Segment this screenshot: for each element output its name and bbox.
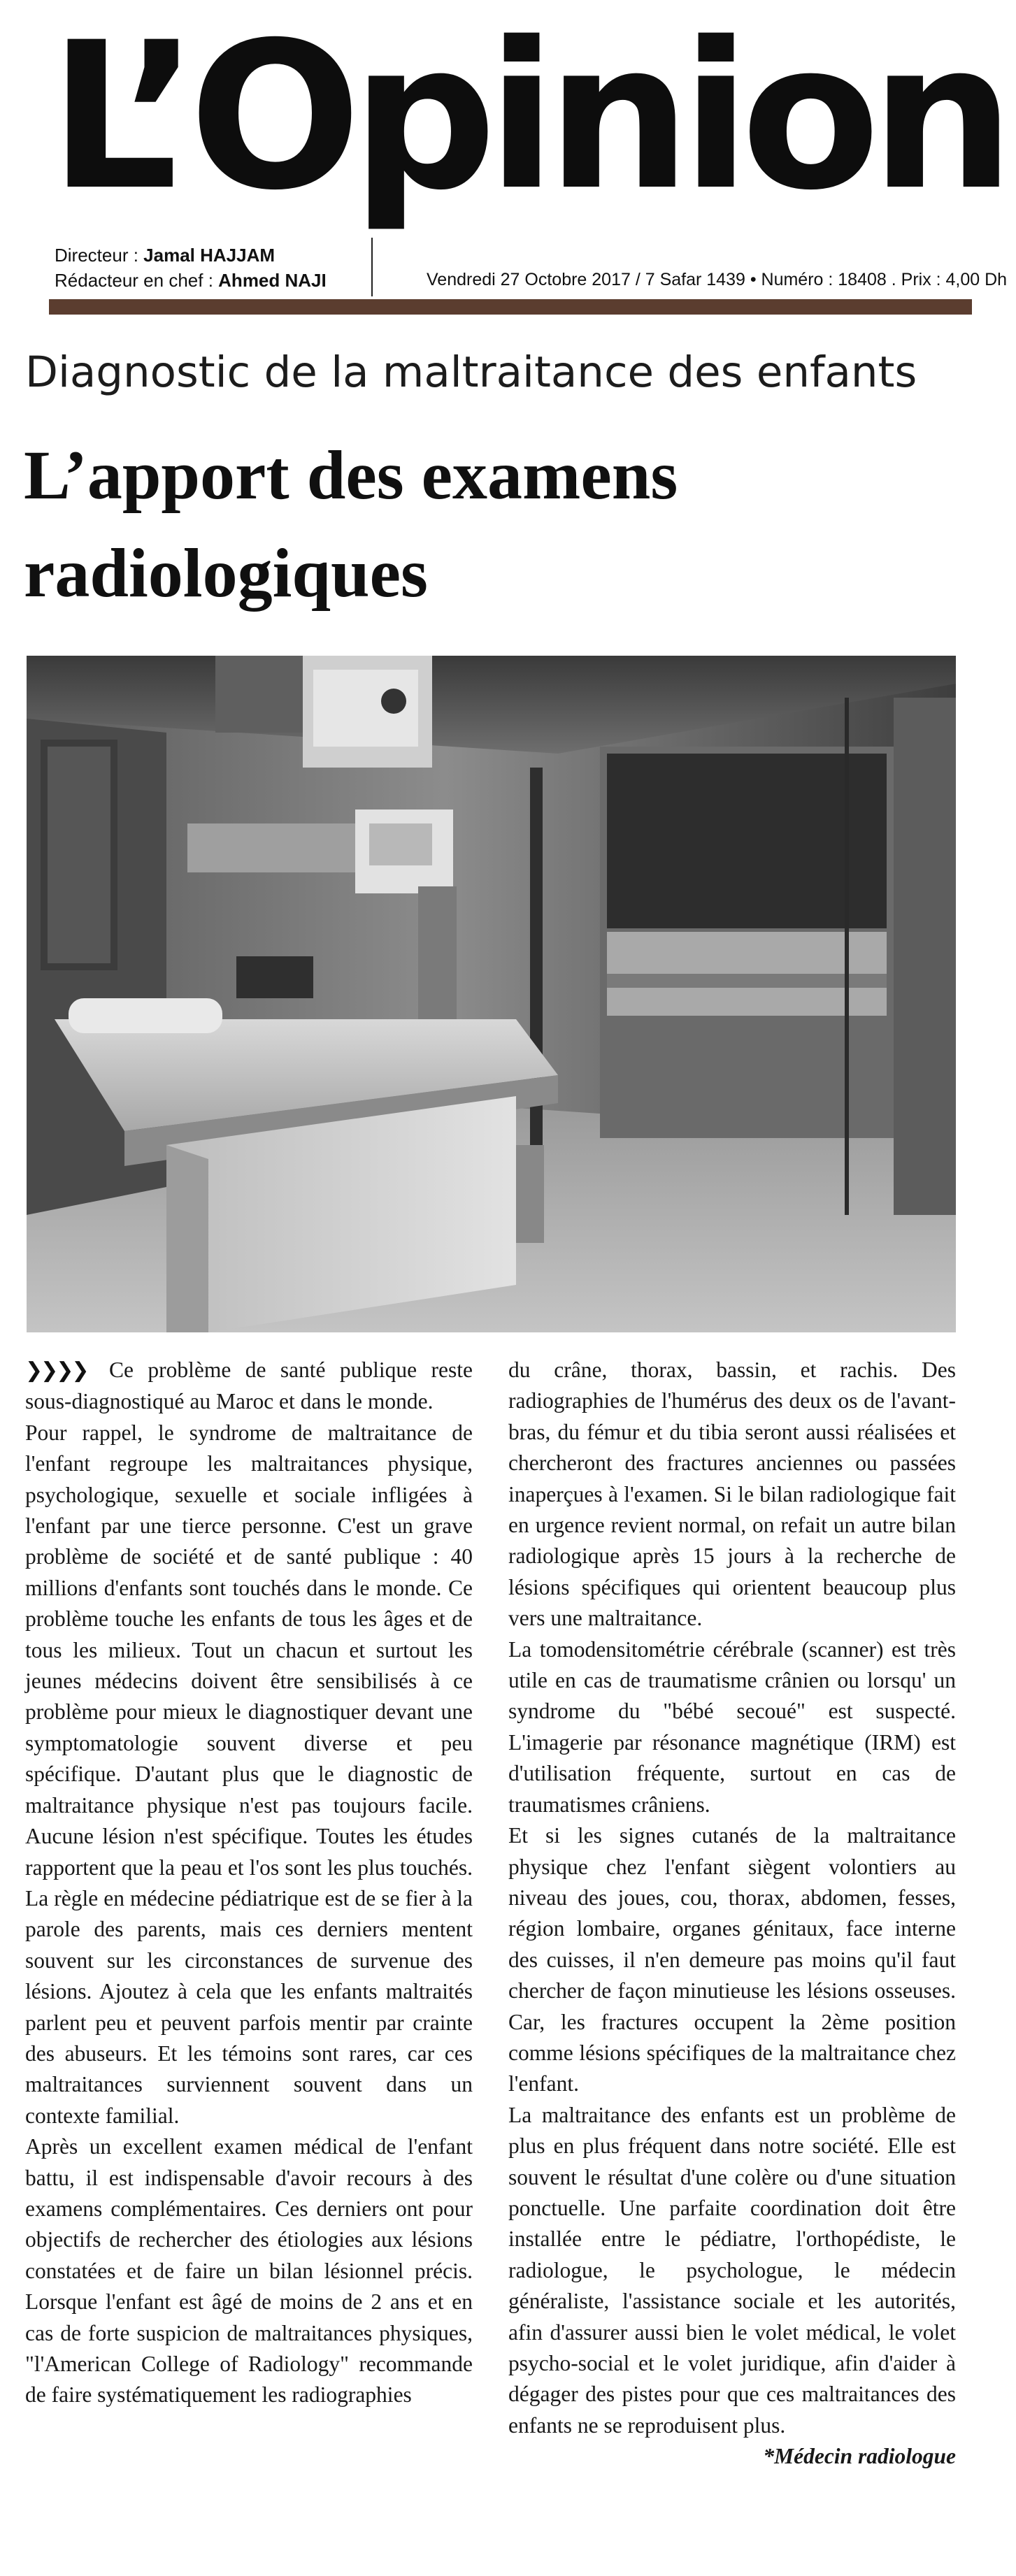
article-kicker: Diagnostic de la maltraitance des enfants — [25, 347, 917, 397]
article-column-left — [25, 1355, 473, 2557]
editor-label: Rédacteur en chef : — [55, 270, 213, 291]
paragraph: Après un excellent examen médical de l'enfant battu, il est indispensable d'avoir recours à des examens complémentaires. Ces derniers ont pour objectifs de rechercher des étiologies aux lésions constatées et de faire un bilan lésionnel précis. Lorsque l'enfant est âgé de moins de 2 ans et en cas de forte suspicion de maltraitances physiques, "l'American College of Radiology" recommande de faire systématiquement les radiographies — [25, 2134, 473, 2408]
paragraph: du crâne, thorax, bassin, et rachis. Des radiographies de l'humérus des deux os de l'avant-bras, du fémur et du tibia seront aussi réalisées et chercheront des fractures anciennes ou passées inaperçues à l'examen. Si le bilan radiologique fait en urgence revient normal, on refait un autre bilan radiologique après 15 jours à la recherche de lésions spécifiques qui orientent beaucoup plus vers une maltraitance. — [508, 1358, 956, 1631]
article-headline — [24, 426, 933, 622]
article-column-right — [508, 1355, 956, 2557]
director-label: Directeur : — [55, 245, 138, 266]
paragraph: La tomodensitométrie cérébrale (scanner) est très utile en cas de traumatisme crânien ou lorsqu' un syndrome du "bébé secoué" est suspecté. L'imagerie par résonance magnétique (IRM) est d'utilisation fréquente, surtout en cas de traumatismes crâniens. — [508, 1636, 956, 1817]
director-name: Jamal HAJJAM — [143, 245, 276, 266]
paragraph: Et si les signes cutanés de la maltraitance physique chez l'enfant siègent volontiers au niveau des joues, cou, thorax, abdomen, fesses, région lombaire, organes génitaux, face interne des cuisses, il n'en demeure pas moins qu'il faut chercher de façon minutieuse les lésions osseuses. Car, les fractures occupent la 2ème position comme lésions spécifiques de la maltraitance chez l'enfant. — [508, 1823, 956, 2096]
editor-line — [55, 270, 327, 292]
lead-paragraph — [25, 1355, 473, 1418]
paragraph: Pour rappel, le syndrome de maltraitance de l'enfant regroupe les maltraitances physique, psychologique, sexuelle et sociale infligées à l'enfant par une tierce personne. C'est un grave problème de société et de santé publique : 40 millions d'enfants sont touchés dans le monde. Ce problème touche les enfants de tous les âges et de tous les milieux. Tout un chacun et surtout les jeunes médecins doivent être sensibilisés à ce problème pour mieux le diagnostiquer devant une symptomatologie souvent diverse et peu spécifique. D'autant plus que le diagnostic de maltraitance physique n'est pas toujours facile. Aucune lésion n'est spécifique. Toutes les études rapportent que la peau et l'os sont les plus touchés. La règle en médecine pédiatrique est de se fier à la parole des parents, mais ces derniers mentent souvent sur les circonstances de survenue des lésions. Ajoutez à cela que les enfants maltraités parlent peu et peuvent parfois mentir par crainte des abuseurs. Et les témoins sont rares, car ces maltraitances surviennent souvent dans un contexte familial. — [25, 1420, 473, 2128]
paragraph: Ce problème de santé publique reste sous-diagnostiqué au Maroc et dans le monde. — [25, 1358, 473, 1414]
headline-line-2: radiologiques — [24, 534, 428, 612]
dateline: Vendredi 27 Octobre 2017 / 7 Safar 1439 • Numéro : 18408 . Prix : 4,00 Dh — [427, 270, 1008, 289]
newspaper-title: L’Opinion — [49, 0, 1006, 235]
paragraph: La maltraitance des enfants est un problème de plus en plus fréquent dans notre société. Elle est souvent le résultat d'une colère ou d'une situation ponctuelle. Une parfaite coordination doit être installée entre le pédiatre, l'orthopédiste, le radiologue, le psychologue, le médecin généraliste, l'assistance sociale et les autorités, afin d'assurer aussi bien le volet médical, le volet psycho-social et le volet juridique, afin d'aider à dégager des pistes pour que ces maltraitances des enfants ne se reproduisent plus. — [508, 2102, 956, 2438]
headline-line-1: L’apport des examens — [24, 436, 678, 514]
author-signature: *Médecin radiologue — [763, 2444, 956, 2469]
editor-name: Ahmed NAJI — [218, 270, 327, 291]
masthead-rule — [49, 299, 972, 315]
director-line — [55, 245, 275, 266]
masthead-divider — [371, 238, 373, 296]
radiology-room-photo — [27, 656, 956, 1332]
lead-chevrons-icon: ❯❯❯❯ — [25, 1358, 87, 1383]
